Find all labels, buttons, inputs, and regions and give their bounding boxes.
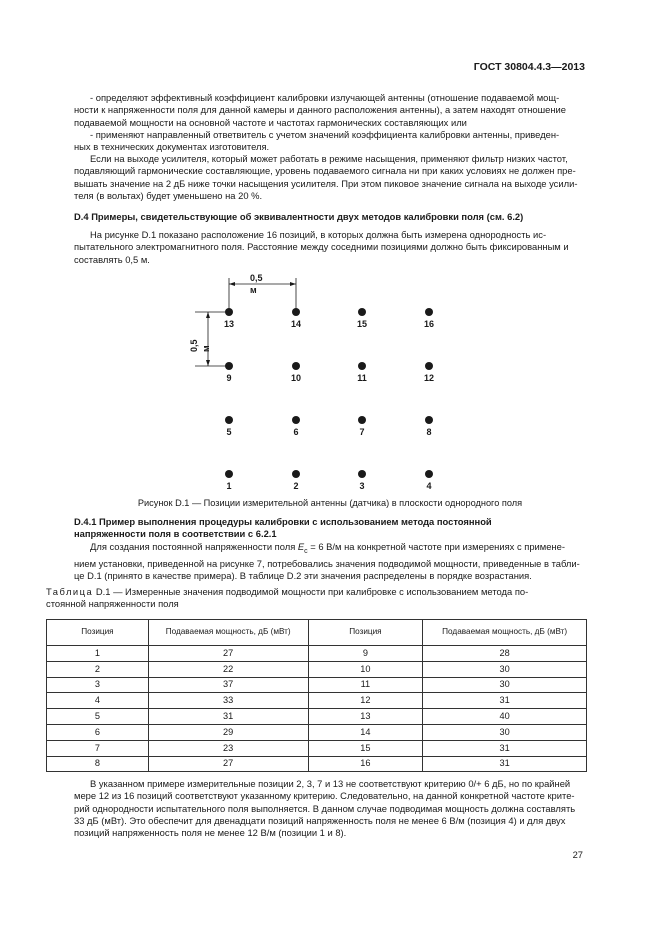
text-line: мере 12 из 16 позиций соответствуют указанному критерию. Следовательно, на данной конкретной частоте крите- [74, 790, 575, 802]
position-label: 16 [423, 319, 434, 329]
table-cell: 13 [308, 709, 423, 725]
d4-paragraph [74, 229, 586, 266]
table-row [47, 693, 587, 709]
table-cell: 5 [47, 709, 149, 725]
table-row [47, 709, 587, 725]
text-line: - определяют эффективный коэффициент калибровки излучающей антенны (отношение подаваемой мощ- [90, 92, 560, 103]
table-cell: 27 [148, 756, 308, 772]
table-cell: 10 [308, 661, 423, 677]
position-dot [225, 362, 233, 370]
text-fragment: Для создания постоянной напряженности поля [90, 541, 298, 552]
position-dot [358, 416, 366, 424]
position-label: 1 [226, 481, 232, 491]
table-row [47, 756, 587, 772]
header-power: Подаваемая мощность, дБ (мВт) [423, 620, 587, 646]
table-cell: 31 [423, 693, 587, 709]
table-d1 [46, 619, 587, 772]
table-cell: 15 [308, 740, 423, 756]
text-fragment: = 6 В/м на конкретной частоте при измерениях с примене- [307, 541, 565, 552]
table-cell: 2 [47, 661, 149, 677]
text-line: ности к напряженности поля для данной камеры и данного расположения антенны), а затем находят отношение [74, 104, 567, 116]
position-dot [425, 308, 433, 316]
e-symbol: E [297, 541, 305, 552]
table-cell: 22 [148, 661, 308, 677]
text-line [74, 541, 586, 558]
position-label: 2 [293, 481, 299, 491]
text-line: - применяют направленный ответвитель с учетом значений коэффициента калибровки антенны, приведен- [90, 128, 560, 140]
amplifier-paragraph [74, 153, 586, 202]
position-label: 15 [356, 319, 367, 329]
position-label: 10 [290, 373, 301, 383]
table-row [47, 677, 587, 693]
position-label: 5 [226, 427, 232, 437]
table-cell: 30 [423, 677, 587, 693]
position-dot [225, 308, 233, 316]
header-position: Позиция [47, 620, 149, 646]
table-cell: 31 [423, 756, 587, 772]
position-dot [358, 470, 366, 478]
table-cell: 3 [47, 677, 149, 693]
table-cell: 31 [148, 709, 308, 725]
position-dot [225, 470, 233, 478]
text-line: нием установки, приведенной на рисунке 7, потребовались значения подводимой мощности, приведенные в табли- [74, 558, 580, 570]
table-cell: 23 [148, 740, 308, 756]
caption-text: стоянной напряженности поля [46, 598, 179, 610]
d41-paragraph [74, 541, 586, 583]
position-label: 14 [290, 319, 301, 329]
table-cell: 14 [308, 724, 423, 740]
position-label: 6 [293, 427, 299, 437]
position-dot [358, 308, 366, 316]
position-label: 12 [423, 373, 434, 383]
table-row [47, 724, 587, 740]
standard-header: ГОСТ 30804.4.3—2013 [473, 61, 585, 73]
table-cell: 31 [423, 740, 587, 756]
position-label: 9 [226, 373, 232, 383]
text-line: позиций напряженность поля не менее 12 В/м (позиции 1 и 8). [74, 827, 347, 839]
section-heading-d41 [74, 516, 586, 541]
caption-text: D.1 — Измеренные значения подводимой мощности при калибровке с использованием метода по- [93, 586, 529, 597]
table-cell: 27 [148, 646, 308, 662]
position-label: 3 [359, 481, 365, 491]
heading-line: напряженности поля в соответствии с 6.2.1 [74, 528, 277, 540]
text-line: подавляющий гармонические составляющие, уровень подаваемого сигнала ни при каких условиях не должен пре- [74, 165, 576, 177]
position-dot [425, 362, 433, 370]
table-caption [46, 586, 587, 611]
position-dot [292, 362, 300, 370]
header-position: Позиция [308, 620, 423, 646]
position-label: 13 [223, 319, 234, 329]
position-label: 7 [359, 427, 365, 437]
table-cell: 11 [308, 677, 423, 693]
table-cell: 9 [308, 646, 423, 662]
table-cell: 6 [47, 724, 149, 740]
text-line: це D.1 (принято в качестве примера). В таблице D.2 эти значения распределены в порядке возрастания. [74, 570, 532, 582]
table-cell: 29 [148, 724, 308, 740]
table-cell: 30 [423, 661, 587, 677]
position-label: 11 [357, 373, 367, 383]
position-dot [425, 416, 433, 424]
text-line: вышать значение на 2 дБ ниже точки насыщения усилителя. При этом пиковое значение сигнала на выходе усили- [74, 177, 578, 189]
figure-caption: Рисунок D.1 — Позиции измерительной антенны (датчика) в плоскости однородного поля [137, 498, 523, 508]
table-cell: 12 [308, 693, 423, 709]
table-cell: 8 [47, 756, 149, 772]
position-label: 4 [426, 481, 432, 491]
table-cell: 37 [148, 677, 308, 693]
table-row [47, 740, 587, 756]
position-dot [292, 308, 300, 316]
conclusion-paragraph [74, 778, 586, 839]
text-line: 33 дБ (мВт). Это обеспечит для двенадцати позиций напряженность поля не менее 6 В/м (позиция 4) и для двух [74, 814, 566, 826]
intro-paragraph [74, 92, 586, 153]
text-line: подаваемой мощности на основной частоте и частотах гармонических составляющих или [74, 116, 467, 128]
header-power: Подаваемая мощность, дБ (мВт) [148, 620, 308, 646]
dim-label-horizontal: 0,5 м [250, 273, 263, 296]
text-line: ных в технических документах изготовителя. [74, 141, 270, 153]
table-cell: 40 [423, 709, 587, 725]
table-cell: 30 [423, 724, 587, 740]
position-dot [292, 470, 300, 478]
text-line: теля (в вольтах) будет уменьшено на 20 %. [74, 189, 263, 201]
position-dot [425, 470, 433, 478]
text-line: В указанном примере измерительные позиции 2, 3, 7 и 13 не соответствуют критерию 0/+ 6 дБ, но по крайней [90, 778, 571, 789]
table-header-row [47, 620, 587, 646]
section-heading-d4: D.4 Примеры, свидетельствующие об эквивалентности двух методов калибровки поля (см. 6.2) [74, 211, 524, 222]
table-row [47, 661, 587, 677]
heading-line: D.4.1 Пример выполнения процедуры калибровки с использованием метода постоянной [74, 516, 492, 527]
table-cell: 28 [423, 646, 587, 662]
text-line: составлять 0,5 м. [74, 253, 150, 265]
table-cell: 1 [47, 646, 149, 662]
position-dot [292, 416, 300, 424]
position-label: 8 [426, 427, 432, 437]
text-line: рий однородности испытательного поля выполняется. В данном случае подводимая мощность должна составлять [74, 802, 576, 814]
page-number: 27 [572, 849, 583, 860]
position-dot [225, 416, 233, 424]
e-subscript: c [304, 547, 308, 555]
position-dot [358, 362, 366, 370]
table-cell: 7 [47, 740, 149, 756]
table-cell: 33 [148, 693, 308, 709]
table-row [47, 646, 587, 662]
text-line: На рисунке D.1 показано расположение 16 позиций, в которых должна быть измерена однородность ис- [90, 229, 547, 240]
table-cell: 4 [47, 693, 149, 709]
text-line: Если на выходе усилителя, который может работать в режиме насыщения, применяют фильтр низких частот, [90, 153, 568, 164]
dim-label-vertical: 0,5 м [189, 339, 212, 352]
table-cell: 16 [308, 756, 423, 772]
table-word: Таблица [46, 586, 94, 597]
text-line: пытательного электромагнитного поля. Расстояние между соседними позициями должно быть фиксированным и [74, 241, 569, 253]
